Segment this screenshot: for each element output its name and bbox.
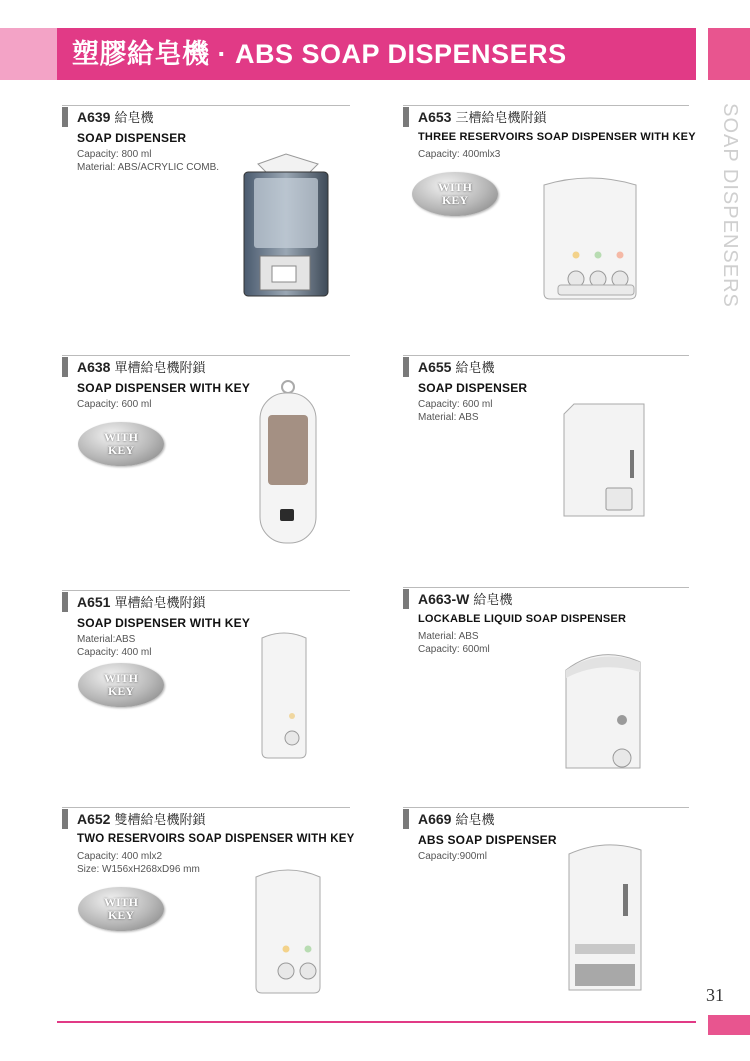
product-name: SOAP DISPENSER	[77, 131, 187, 145]
page-title: 塑膠給皂機 · ABS SOAP DISPENSERS	[72, 39, 567, 69]
product-spec: Capacity:900ml	[418, 851, 487, 862]
product-spec: Capacity: 400 mlx2	[77, 851, 163, 862]
with-key-badge: WITH KEY	[412, 172, 498, 216]
product-image-a652	[250, 867, 326, 997]
product-name: TWO RESERVOIRS SOAP DISPENSER WITH KEY	[77, 833, 355, 845]
product-name: SOAP DISPENSER WITH KEY	[77, 616, 251, 630]
product-title: A638 單槽給皂機附鎖	[77, 359, 206, 375]
with-key-badge: WITH KEY	[78, 663, 164, 707]
footer-tab	[708, 1015, 750, 1035]
product-title: A652 雙槽給皂機附鎖	[77, 811, 206, 827]
product-spec: Capacity: 400mlx3	[418, 149, 501, 160]
product-name: SOAP DISPENSER	[418, 381, 528, 395]
with-key-badge: WITH KEY	[78, 422, 164, 466]
product-title: A653 三槽給皂機附鎖	[418, 109, 547, 125]
section-marker	[62, 592, 68, 612]
side-label: SOAP DISPENSERS	[718, 102, 741, 308]
product-spec: Capacity: 600ml	[418, 644, 490, 655]
product-image-a638	[254, 377, 320, 545]
product-name: SOAP DISPENSER WITH KEY	[77, 381, 251, 395]
section-marker	[403, 809, 409, 829]
product-title: A663-W 給皂機	[418, 591, 513, 607]
product-image-a639	[236, 152, 336, 300]
side-tab	[708, 28, 750, 80]
product-name: THREE RESERVOIRS SOAP DISPENSER WITH KEY	[418, 131, 696, 143]
product-name: ABS SOAP DISPENSER	[418, 833, 557, 847]
section-marker	[403, 357, 409, 377]
page-number: 31	[706, 985, 724, 1005]
product-image-a669	[565, 840, 645, 996]
product-spec: Material:ABS	[77, 634, 136, 645]
product-name: LOCKABLE LIQUID SOAP DISPENSER	[418, 613, 627, 625]
section-marker	[62, 357, 68, 377]
footer-line	[57, 1021, 696, 1023]
product-title: A639 給皂機	[77, 109, 154, 125]
product-spec: Capacity: 600 ml	[77, 399, 152, 410]
product-image-a663w	[560, 648, 646, 774]
product-spec: Material: ABS/ACRYLIC COMB.	[77, 162, 220, 173]
product-image-a651	[258, 630, 310, 760]
product-spec: Material: ABS	[418, 412, 479, 423]
section-marker	[62, 809, 68, 829]
product-image-a655	[558, 400, 650, 522]
with-key-badge: WITH KEY	[78, 887, 164, 931]
product-spec: Size: W156xH268xD96 mm	[77, 864, 200, 875]
product-title: A669 給皂機	[418, 811, 495, 827]
product-spec: Capacity: 800 ml	[77, 149, 152, 160]
section-marker	[403, 107, 409, 127]
product-spec: Capacity: 400 ml	[77, 647, 152, 658]
product-spec: Capacity: 600 ml	[418, 399, 493, 410]
product-spec: Material: ABS	[418, 631, 479, 642]
product-title: A651 單槽給皂機附鎖	[77, 594, 206, 610]
product-title: A655 給皂機	[418, 359, 495, 375]
section-marker	[403, 589, 409, 609]
product-image-a653	[536, 175, 644, 305]
section-marker	[62, 107, 68, 127]
